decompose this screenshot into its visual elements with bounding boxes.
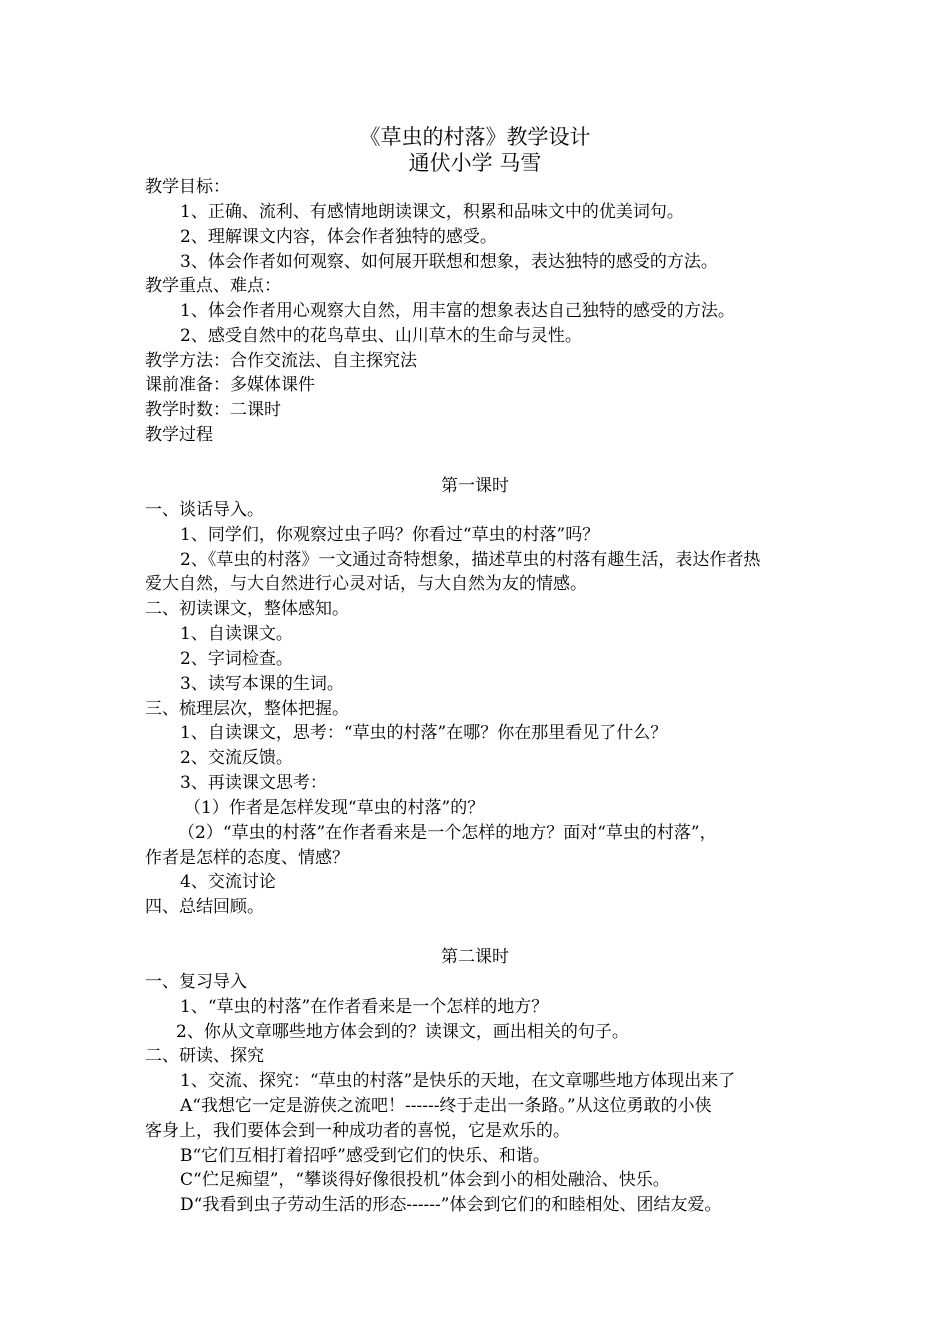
text-line: A“我想它一定是游侠之流吧！------终于走出一条路。”从这位勇敢的小侠 [180, 1096, 712, 1116]
section-heading: 一、复习导入 [145, 972, 247, 992]
section-heading: 一、谈话导入。 [145, 500, 264, 520]
text-line: 客身上，我们要体会到一种成功者的喜悦，它是欢乐的。 [145, 1121, 570, 1141]
lesson-heading: 第一课时 [441, 476, 509, 496]
text-line: 1、自读课文，思考：“草虫的村落”在哪？你在那里看见了什么？ [180, 723, 668, 743]
text-line: 1、自读课文。 [180, 624, 293, 644]
section-heading: 教学重点、难点： [145, 276, 281, 296]
text-line: 2、字词检查。 [180, 649, 293, 669]
document-author: 通伏小学 马雪 [408, 151, 542, 175]
section-heading: 四、总结回顾。 [145, 897, 264, 917]
text-line: 2、理解课文内容，体会作者独特的感受。 [180, 227, 497, 247]
text-line: 1、同学们，你观察过虫子吗？你看过“草虫的村落”吗？ [180, 525, 600, 545]
text-line: 爱大自然，与大自然进行心灵对话，与大自然为友的情感。 [145, 574, 587, 594]
document-title: 《草虫的村落》教学设计 [359, 125, 591, 149]
section-heading: 二、研读、探究 [145, 1046, 264, 1066]
text-line: 2、《草虫的村落》一文通过奇特想象，描述草虫的村落有趣生活，表达作者热 [180, 550, 761, 570]
text-line: 1、交流、探究：“草虫的村落”是快乐的天地，在文章哪些地方体现出来了 [180, 1071, 736, 1091]
text-line: 3、读写本课的生词。 [180, 674, 344, 694]
text-line: 教学时数：二课时 [145, 400, 281, 420]
text-line: 3、再读课文思考： [180, 773, 327, 793]
text-line: B“它们互相打着招呼”感受到它们的快乐、和谐。 [180, 1146, 550, 1166]
lesson-heading: 第二课时 [441, 947, 509, 967]
text-line: （1）作者是怎样发现“草虫的村落”的？ [184, 798, 485, 818]
text-line: 课前准备：多媒体课件 [145, 375, 315, 395]
text-line: （2）“草虫的村落”在作者看来是一个怎样的地方？面对“草虫的村落”， [178, 823, 717, 843]
text-line: 教学方法：合作交流法、自主探究法 [145, 351, 417, 371]
text-line: 作者是怎样的态度、情感？ [145, 848, 349, 868]
section-heading: 教学过程 [145, 425, 213, 445]
text-line: D“我看到虫子劳动生活的形态------”体会到它们的和睦相处、团结友爱。 [180, 1195, 722, 1215]
text-line: 3、体会作者如何观察、如何展开联想和想象，表达独特的感受的方法。 [180, 252, 718, 272]
section-heading: 教学目标： [145, 177, 230, 197]
text-line: C“伫足痴望”，“攀谈得好像很投机”体会到小的相处融洽、快乐。 [180, 1170, 670, 1190]
text-line: 1、“草虫的村落”在作者看来是一个怎样的地方？ [180, 997, 549, 1017]
text-line: 2、交流反馈。 [180, 748, 293, 768]
text-line: 4、交流讨论 [180, 872, 276, 892]
text-line: 2、你从文章哪些地方体会到的？读课文，画出相关的句子。 [176, 1022, 629, 1042]
text-line: 1、体会作者用心观察大自然，用丰富的想象表达自己独特的感受的方法。 [180, 301, 735, 321]
section-heading: 三、梳理层次，整体把握。 [145, 699, 349, 719]
text-line: 1、正确、流利、有感情地朗读课文，积累和品味文中的优美词句。 [180, 202, 684, 222]
text-line: 2、感受自然中的花鸟草虫、山川草木的生命与灵性。 [180, 326, 582, 346]
section-heading: 二、初读课文，整体感知。 [145, 599, 349, 619]
